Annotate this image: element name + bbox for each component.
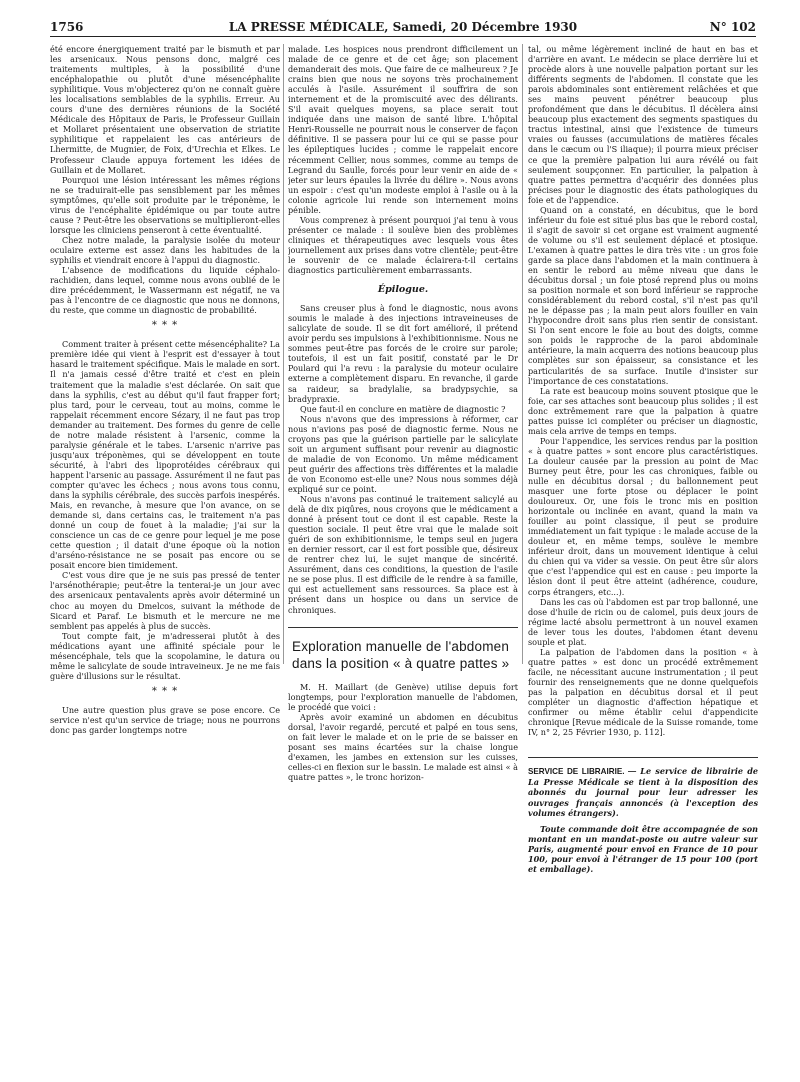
paragraph: malade. Les hospices nous prendront difficilement un malade de ce genre et de cet âge; son placement demanderait des mois. Que faire de ce malheureux ? Je crains bien que nous ne soyons très prochainement acculés à l'asile. Assurément il souffrira de son internement et de la promiscuité avec des délirants. S'il avait quelques moyens, sa place serait tout indiquée dans une maison de santé libre. L'hôpital Henri-Rousselle ne pourrait nous le conserver de façon définitive. Il se passera pour lui ce qui se passe pour les épileptiques lucides ; comme le rappelait encore récemment Cellier, nous sommes, comme au temps de Legrand du Saulle, forcés pour leur venir en aide de « jeter sur leurs épaules la livrée du délire ». Nous avons un espoir : c'est qu'un modeste emploi à l'asile ou à la colonie agricole lui rende son internement moins pénible. bbox=[288, 44, 518, 215]
paragraph: Pour l'appendice, les services rendus par la position « à quatre pattes » sont encore plus caractéristiques. La douleur causée par la pression au point de Mac Burney peut être, pour les cas chroniques, faible ou nulle en décubitus dorsal ; du ballonnement peut masquer une forte ptose ou déplacer le point douloureux. Or, une fois le tronc mis en position horizontale ou inclinée en avant, quand la main va fouiller au point classique, il peut se produire immédiatement un fait typique : le malade accuse de la douleur et, en même temps, soulève le membre inférieur droit, dans un mouvement identique à celui du chien qui va vider sa vessie. On peut être sûr alors que c'est l'appendice qui est en cause : peu importe la lésion dont il peut être atteint (adhérence, coudure, corps étrangers, etc...). bbox=[528, 435, 758, 597]
paragraph: Dans les cas où l'abdomen est par trop ballonné, une dose d'huile de ricin ou de calomel, puis deux jours de régime lacté absolu permettront à un nouvel examen de lever tous les doutes, l'abdomen étant devenu souple et plat. bbox=[528, 596, 758, 647]
paragraph: Chez notre malade, la paralysie isolée du moteur oculaire externe est assez dans les habitudes de la syphilis et viendrait encore à l'appui du diagnostic. bbox=[50, 234, 280, 265]
paragraph: Comment traiter à présent cette mésencéphalite? La première idée qui vient à l'esprit est d'essayer à tout hasard le traitement spécifique. Mais le malade en sort. Il n'a jamais cessé d'être traité et c'est en plein traitement que la maladie s'est déclarée. On sait que dans la syphilis, c'est au début qu'il faut frapper fort; plus tard, pour le cerveau, tout au moins, comme le rappelait récemment encore Sézary, il ne faut pas trop demander au traitement. Des formes du genre de celle de notre malade résistent à l'arsenic, comme la paralysie générale et le tabes. L'arsenic n'arrive pas jusqu'aux tréponèmes, qui se développent en toute sécurité, à l'abri des lipoprotéides cérébraux qui happent l'arsenic au passage. Assurément il ne faut pas compter qu'avec les échecs ; nous avons tous connu, dans la syphilis cérébrale, des succès parfois inespérés. Mais, en revanche, à mesure que l'on avance, on se demande si, dans certains cas, le traitement n'a pas donné un coup de fouet à la maladie; j'ai sur la conscience un cas de ce genre pour lequel je me pose cette question ; il datait d'une époque où la notion d'arséno-résistance ne se posait pas encore ou se posait encore bien timidement. bbox=[50, 339, 280, 571]
paragraph: La rate est beaucoup moins souvent ptosique que le foie, car ses attaches sont beaucoup plus solides ; il est donc extrêmement rare que la palpation à quatre pattes puisse ici compléter ou préciser un diagnostic, mais cela arrive de temps en temps. bbox=[528, 385, 758, 436]
column-3 bbox=[528, 44, 758, 1064]
section-separator: * * * bbox=[151, 320, 179, 332]
paragraph: Une autre question plus grave se pose encore. Ce service n'est qu'un service de triage; nous ne pourrons donc pas garder longtemps notre bbox=[50, 704, 280, 736]
notice-paragraph bbox=[528, 766, 758, 817]
page-header bbox=[50, 18, 756, 37]
paragraph: été encore énergiquement traité par le bismuth et par les arsenicaux. Nous pensons donc, malgré ces traitements multiples, à la possibilité d'une encéphalopathie ou plutôt d'une mésencéphalite syphilitique. Vous m'objecterez qu'on ne connaît guère les localisations semblables de la syphilis. Erreur. Au cours d'une des dernières réunions de la Société Médicale des Hôpitaux de Paris, le Professeur Guillain et Mollaret présentaient une observation de striatite syphilitique et rappelaient les cas antérieurs de Lhermitte, de Mugnier, de Foix, d'Urechia et Elkes. Le Professeur Claude appuya fortement les idées de Guillain et de Mollaret. bbox=[50, 44, 280, 175]
paragraph: Tout compte fait, je m'adresserai plutôt à des médications ayant une affinité spéciale pour le mésencéphale, tels que la scopolamine, le datura ou même le salicylate de soude intraveineux. Je ne me fais guère d'illusions sur le résultat. bbox=[50, 630, 280, 681]
column-divider-2 bbox=[522, 44, 523, 664]
article-title: Exploration manuelle de l'abdomen dans la position « à quatre pattes » bbox=[292, 638, 510, 671]
journal-title: LA PRESSE MÉDICALE, Samedi, 20 Décembre 1930 bbox=[228, 20, 578, 34]
column-1 bbox=[50, 44, 280, 1064]
column-divider-1 bbox=[283, 44, 284, 664]
article-rule bbox=[288, 627, 518, 628]
page-number: 1756 bbox=[50, 20, 84, 34]
notice-text: Le service de librairie de La Presse Médicale se tient à la disposition des abonnés du journal pour leur adresser les ouvrages français annoncés (à l'exception des volumes étrangers). bbox=[528, 766, 758, 818]
section-separator: * * * bbox=[151, 685, 179, 697]
paragraph: M. H. Maillart (de Genève) utilise depuis fort longtemps, pour l'exploration manuelle de l'abdomen, le procédé que voici : bbox=[288, 681, 518, 712]
paragraph: Sans creuser plus à fond le diagnostic, nous avons soumis le malade à des injections intraveineuses de salicylate de soude. Il se dit fort amélioré, il prétend avoir perdu ses impulsions à l'exhibitionnisme. Nous ne sommes peut-être pas forcés de le croire sur parole; toutefois, il est un fait positif, constaté par le Dr Poulard qui l'a revu : la paralysie du moteur oculaire externe a complètement disparu. En revanche, il garde sa raideur, sa bradylalie, sa bradypsychie, sa bradypraxie. bbox=[288, 303, 518, 404]
paragraph: Nous n'avons que des impressions à réformer, car nous n'avions pas posé de diagnostic ferme. Nous ne croyons pas que la guérison partielle par le salicylate soit un argument suffisant pour revenir au diagnostic de maladie de von Economo. Un même médicament peut guérir des affections très différentes et la maladie de von Economo est-elle une? Nous nous sommes déjà expliqué sur ce point. bbox=[288, 413, 518, 494]
paragraph: Quand on a constaté, en décubitus, que le bord inférieur du foie est situé plus bas que le rebord costal, il s'agit de savoir si cet organe est vraiment augmenté de volume ou s'il est seulement déplacé et ptosique. L'examen à quatre pattes le dira très vite : un gros foie garde sa place dans l'abdomen et la main continuera à en sentir le rebord au même niveau que dans le décubitus dorsal ; un foie ptosé reprend plus ou moins sa position normale et son bord inférieur se rapproche considérablement du rebord costal, s'il n'est pas qu'il ne le dépasse pas ; la main peut alors fouiller en vain l'hypocondre droit sans plus rien sentir de consistant. Si l'on sent encore le foie au bout des doigts, comme son poids le rapproche de la paroi abdominale antérieure, la main acquerra des notions beaucoup plus complètes sur son épaisseur, sa consistance et les particularités de sa surface. Inutile d'insister sur l'importance de ces constatations. bbox=[528, 204, 758, 386]
notice-lead: SERVICE DE LIBRAIRIE. — bbox=[528, 767, 637, 777]
paragraph: Après avoir examiné un abdomen en décubitus dorsal, l'avoir regardé, percuté et palpé en tous sens, on fait lever le malade et on le prie de se baisser en posant ses mains écartées sur la chaise longue d'examen, les jambes en extension sur les cuisses, celles-ci en flexion sur le bassin. Le malade est ainsi « à quatre pattes », le tronc horizon- bbox=[288, 711, 518, 782]
paragraph: tal, ou même légèrement incliné de haut en bas et d'arrière en avant. Le médecin se place derrière lui et procède alors à une nouvelle palpation portant sur les différents segments de l'abdomen. Il constate que les parois abdominales sont entièrement relâchées et que ses mains peuvent pénétrer beaucoup plus profondément que dans le décubitus. Il décèlera ainsi beaucoup plus exactement des segments spastiques du tractus intestinal, ainsi que l'existence de tumeurs vraies ou fausses (accumulations de matières fécales dans le cæcum ou l'S iliaque); il pourra mieux préciser ce que la première palpation lui aura révélé ou fait seulement soupçonner. En particulier, la palpation à quatre pattes permettra d'acquérir des données plus précises pour le diagnostic des états pathologiques du foie et de l'appendice. bbox=[528, 44, 758, 205]
issue-number: N° 102 bbox=[709, 20, 756, 34]
paragraph: Pourquoi une lésion intéressant les mêmes régions ne se traduirait-elle pas sensiblement par les mêmes symptômes, qu'elle soit produite par le tréponème, le virus de l'encéphalite épidémique ou par toute autre cause ? Peut-être les observations se multiplieront-elles lorsque les cliniciens penseront à cette éventualité. bbox=[50, 174, 280, 235]
notice-paragraph: Toute commande doit être accompagnée de son montant en un mandat-poste ou autre valeur sur Paris, augmenté pour envoi en France de 10 pour 100, pour envoi à l'étranger de 15 pour 100 (port et emballage). bbox=[528, 823, 758, 875]
paragraph: La palpation de l'abdomen dans la position « à quatre pattes » est donc un procédé extrêmement facile, ne nécessitant aucune instrumentation ; il peut fournir des renseignements que ne donne quelquefois pas la palpation en décubitus dorsal et il peut compléter un diagnostic d'affection hépatique et confirmer ou même établir celui d'appendicite chronique [Revue médicale de la Suisse romande, tome IV, n° 2, 25 Février 1930, p. 112]. bbox=[528, 646, 758, 738]
paragraph: L'absence de modifications du liquide céphalo-rachidien, dans lequel, comme nous avons oublié de le dire précédemment, le Wassermann est négatif, ne va pas à l'encontre de ce diagnostic que nous ne donnons, du reste, que comme un diagnostic de probabilité. bbox=[50, 265, 280, 316]
paragraph: Nous n'avons pas continué le traitement salicylé au delà de dix piqûres, nous croyons que le médicament a donné à présent tout ce dont il est capable. Reste la question sociale. Il peut être vrai que le malade soit guéri de son exhibitionnisme, le temps seul en jugera en dernier ressort, car il est fort possible que, désireux de rentrer chez lui, le sujet manque de sincérité. Assurément, dans ces conditions, la question de l'asile ne se pose plus. Il est difficile de le rendre à sa famille, qui est actuellement sans ressources. Sa place est à présent dans un hospice ou dans un service de chroniques. bbox=[288, 494, 518, 615]
paragraph: Vous comprenez à présent pourquoi j'ai tenu à vous présenter ce malade : il soulève bien des problèmes cliniques et thérapeutiques avec lesquels vous êtes journellement aux prises dans votre clientèle; peut-être le souvenir de ce malade éclairera-t-il certains diagnostics particulièrement embarrassants. bbox=[288, 214, 518, 276]
epilogue-heading: Épilogue. bbox=[377, 284, 429, 296]
paragraph: Que faut-il en conclure en matière de diagnostic ? bbox=[300, 403, 506, 414]
paragraph: C'est vous dire que je ne suis pas pressé de tenter l'arsénothérapie; peut-être la tenterai-je un jour avec des arsenicaux pentavalents après avoir déterminé un choc au moyen du Dmelcos, suivant la méthode de Sicard et Paraf. Le bismuth et le mercure ne me semblent pas appelés à plus de succès. bbox=[50, 570, 280, 631]
bookshop-notice bbox=[528, 757, 758, 874]
column-2 bbox=[288, 44, 518, 1064]
